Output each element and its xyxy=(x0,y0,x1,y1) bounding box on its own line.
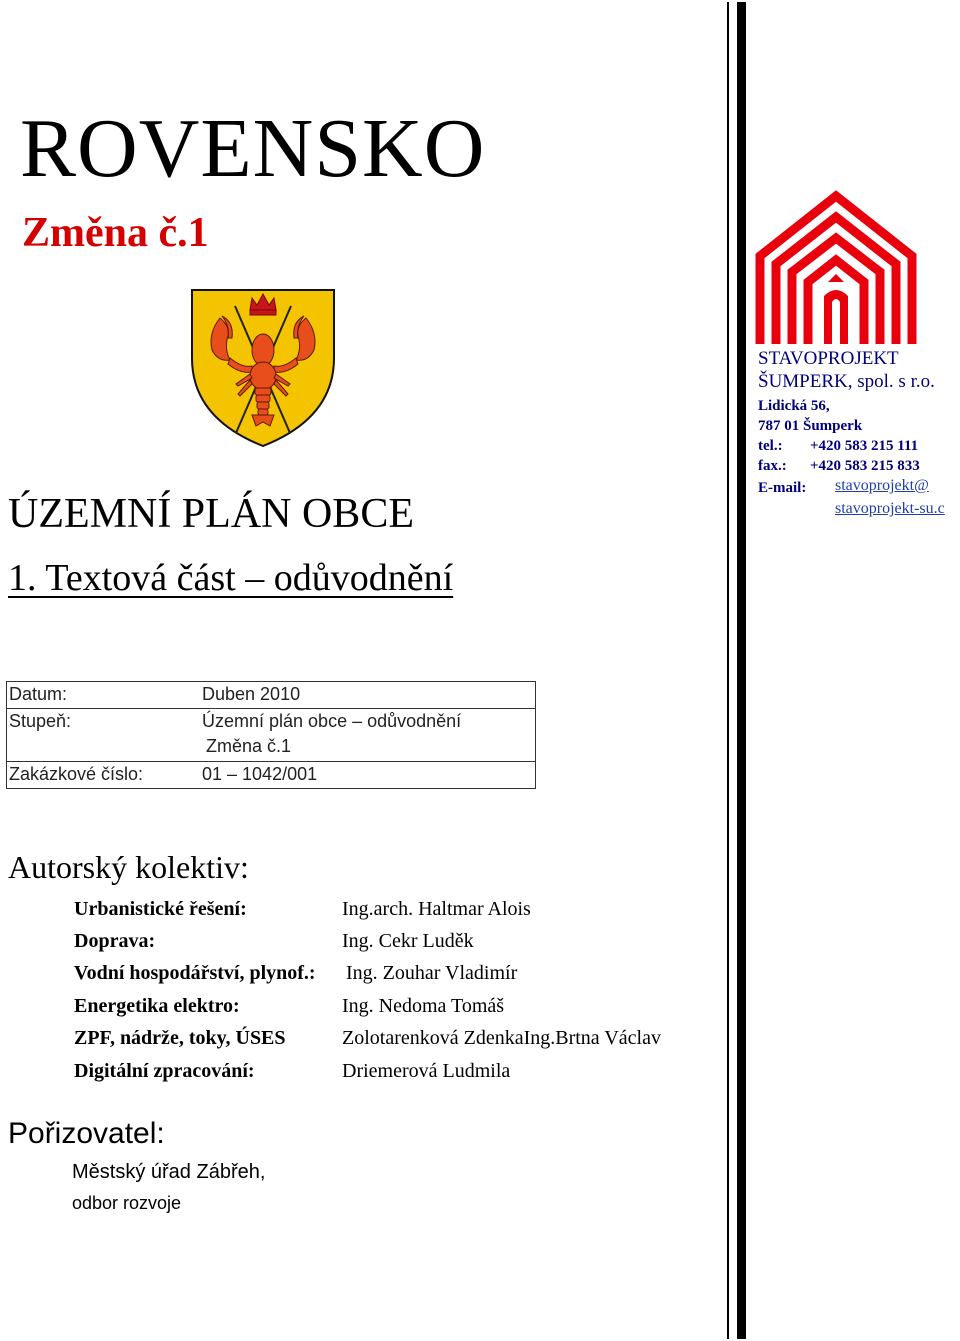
phone-number: +420 583 215 111 xyxy=(810,438,919,454)
date-value: Duben 2010 xyxy=(202,684,301,704)
info-row-date xyxy=(7,682,535,708)
company-city: 787 01 Šumperk xyxy=(758,418,863,434)
company-street: Lidická 56, xyxy=(758,398,830,414)
coat-of-arms-icon xyxy=(190,288,336,448)
team-role: Digitální zpracování: xyxy=(74,1060,255,1082)
fax-label: fax.: xyxy=(758,458,787,474)
team-name: Ing. Cekr Luděk xyxy=(342,930,474,952)
fax-number: +420 583 215 833 xyxy=(810,458,920,474)
info-row-order xyxy=(7,762,535,788)
part-title: 1. Textová část – odůvodnění xyxy=(8,557,454,599)
team-role: Energetika elektro: xyxy=(74,995,240,1017)
company-email xyxy=(758,478,806,498)
team-name: Ing. Zouhar Vladimír xyxy=(346,962,518,984)
team-name: Driemerová Ludmila xyxy=(342,1060,511,1082)
company-name-line2: ŠUMPERK, spol. s r.o. xyxy=(758,371,935,392)
company-fax xyxy=(758,456,920,476)
order-label: Zakázkové číslo: xyxy=(9,764,144,784)
vertical-rule-thick xyxy=(737,2,746,1339)
plan-title: ÚZEMNÍ PLÁN OBCE xyxy=(8,491,414,537)
vertical-rule-thin xyxy=(727,2,729,1339)
date-label: Datum: xyxy=(9,684,68,704)
team-role: Urbanistické řešení: xyxy=(74,898,247,920)
company-name: STAVOPROJEKT xyxy=(758,348,899,369)
team-name: Ing.arch. Haltmar Alois xyxy=(342,898,531,920)
procurer-office: Městský úřad Zábřeh, xyxy=(72,1161,266,1183)
stage-value: Územní plán obce – odůvodnění xyxy=(202,711,462,731)
team-role: Vodní hospodářství, plynof.: xyxy=(74,962,316,984)
team-heading: Autorský kolektiv: xyxy=(8,849,249,885)
phone-label: tel.: xyxy=(758,438,783,454)
email-link-line1[interactable]: stavoprojekt@ xyxy=(835,477,929,494)
procurer-heading: Pořizovatel: xyxy=(8,1117,165,1150)
team-role: ZPF, nádrže, toky, ÚSES xyxy=(74,1027,286,1049)
company-phone xyxy=(758,436,919,456)
procurer-department: odbor rozvoje xyxy=(72,1193,182,1213)
email-label: E-mail: xyxy=(758,480,807,496)
page-subtitle: Změna č.1 xyxy=(22,210,209,256)
page-title: ROVENSKO xyxy=(20,102,486,195)
info-row-stage xyxy=(7,709,535,761)
stage-label: Stupeň: xyxy=(9,711,72,731)
project-info-table xyxy=(6,681,536,789)
team-role: Doprava: xyxy=(74,930,156,952)
team-name: Zolotarenková ZdenkaIng.Brtna Václav xyxy=(342,1027,661,1049)
stage-value-line2: Změna č.1 xyxy=(206,736,292,756)
order-value: 01 – 1042/001 xyxy=(202,764,318,784)
stavoprojekt-logo-icon xyxy=(754,190,918,346)
email-link-line2[interactable]: stavoprojekt-su.c xyxy=(835,500,945,517)
team-name: Ing. Nedoma Tomáš xyxy=(342,995,505,1017)
